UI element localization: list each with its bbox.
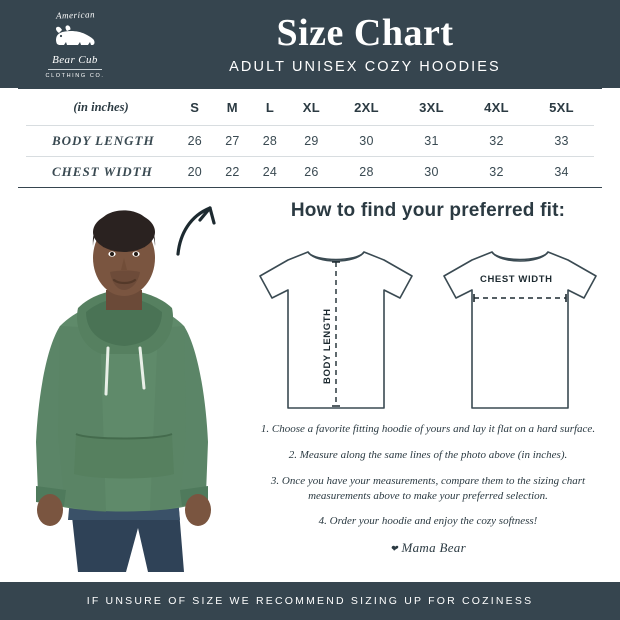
unit-header: (in inches)	[73, 100, 129, 114]
body-length-5xl: 33	[554, 134, 569, 148]
chest-width-xl: 26	[304, 165, 319, 179]
fit-guide-heading: How to find your preferred fit:	[290, 200, 566, 221]
row-label-chest-width: CHEST WIDTH	[52, 164, 153, 179]
instruction-step-2: 2. Measure along the same lines of the photo above (in inches).	[288, 448, 568, 461]
table-row	[26, 157, 594, 188]
table-row	[26, 126, 594, 157]
body-length-xl: 29	[304, 134, 319, 148]
instruction-step-3: 3. Once you have your measurements, compare them to the sizing chart measurements above to make your preferred selection.	[270, 474, 586, 502]
table-bottom-rule	[18, 187, 602, 188]
body-length-m: 27	[225, 134, 240, 148]
size-header-3xl: 3XL	[419, 100, 444, 115]
chest-width-m: 22	[225, 165, 240, 179]
logo-top-text: American	[55, 8, 95, 21]
footer	[0, 582, 620, 620]
size-header-l: L	[265, 100, 275, 115]
shirt-diagram-body-length	[248, 236, 424, 426]
bear-icon	[47, 22, 103, 52]
body-length-label: BODY LENGTH	[322, 308, 333, 384]
signature	[244, 540, 612, 556]
instruction-step-1: 1. Choose a favorite fitting hoodie of yours and lay it flat on a hard surface.	[260, 423, 596, 435]
chest-width-l: 24	[262, 165, 278, 179]
page-subtitle: ADULT UNISEX COZY HOODIES	[229, 58, 501, 75]
instructions-list	[244, 422, 612, 556]
size-table-head	[26, 88, 594, 126]
chest-width-2xl: 28	[359, 165, 374, 179]
chest-width-3xl: 30	[424, 165, 439, 179]
chest-width-label: CHEST WIDTH	[480, 274, 553, 285]
size-header-2xl: 2XL	[354, 100, 379, 115]
signature-text: Mama Bear	[401, 540, 466, 556]
shirt-diagram-chest-width	[432, 236, 608, 426]
table-header-row	[26, 88, 594, 126]
brand-logo	[0, 0, 150, 88]
fit-guide	[244, 200, 612, 426]
main-content	[0, 190, 620, 582]
shirt-diagrams	[244, 236, 612, 426]
body-length-2xl: 30	[359, 134, 374, 148]
size-header-xl: XL	[302, 100, 320, 115]
footer-text: IF UNSURE OF SIZE WE RECOMMEND SIZING UP FOR COZINESS	[86, 595, 534, 607]
size-header-5xl: 5XL	[549, 100, 574, 115]
size-header-m: M	[226, 100, 238, 115]
size-table-section	[0, 88, 620, 188]
instruction-step-4: 4. Order your hoodie and enjoy the cozy softness!	[318, 515, 538, 528]
chest-width-s: 20	[187, 165, 202, 179]
size-header-s: S	[190, 100, 200, 115]
body-length-s: 26	[187, 134, 202, 148]
table-top-rule	[18, 88, 602, 89]
size-table-body	[26, 126, 594, 188]
chest-width-4xl: 32	[489, 165, 504, 179]
logo-mid-text: Bear Cub	[52, 53, 98, 66]
size-table	[26, 88, 594, 187]
pointer-arrow-icon	[170, 198, 240, 258]
size-header-4xl: 4XL	[484, 100, 509, 115]
header-titles	[150, 11, 620, 75]
heart-icon: ❤	[390, 543, 398, 554]
page-title: Size Chart	[276, 11, 454, 54]
chest-width-5xl: 34	[554, 165, 569, 179]
header	[0, 0, 620, 88]
body-length-l: 28	[262, 134, 278, 148]
row-label-body-length: BODY LENGTH	[52, 133, 155, 148]
body-length-4xl: 32	[489, 134, 504, 148]
logo-divider	[48, 69, 102, 70]
body-length-3xl: 31	[424, 134, 439, 148]
logo-bottom-text: CLOTHING CO.	[45, 72, 105, 79]
